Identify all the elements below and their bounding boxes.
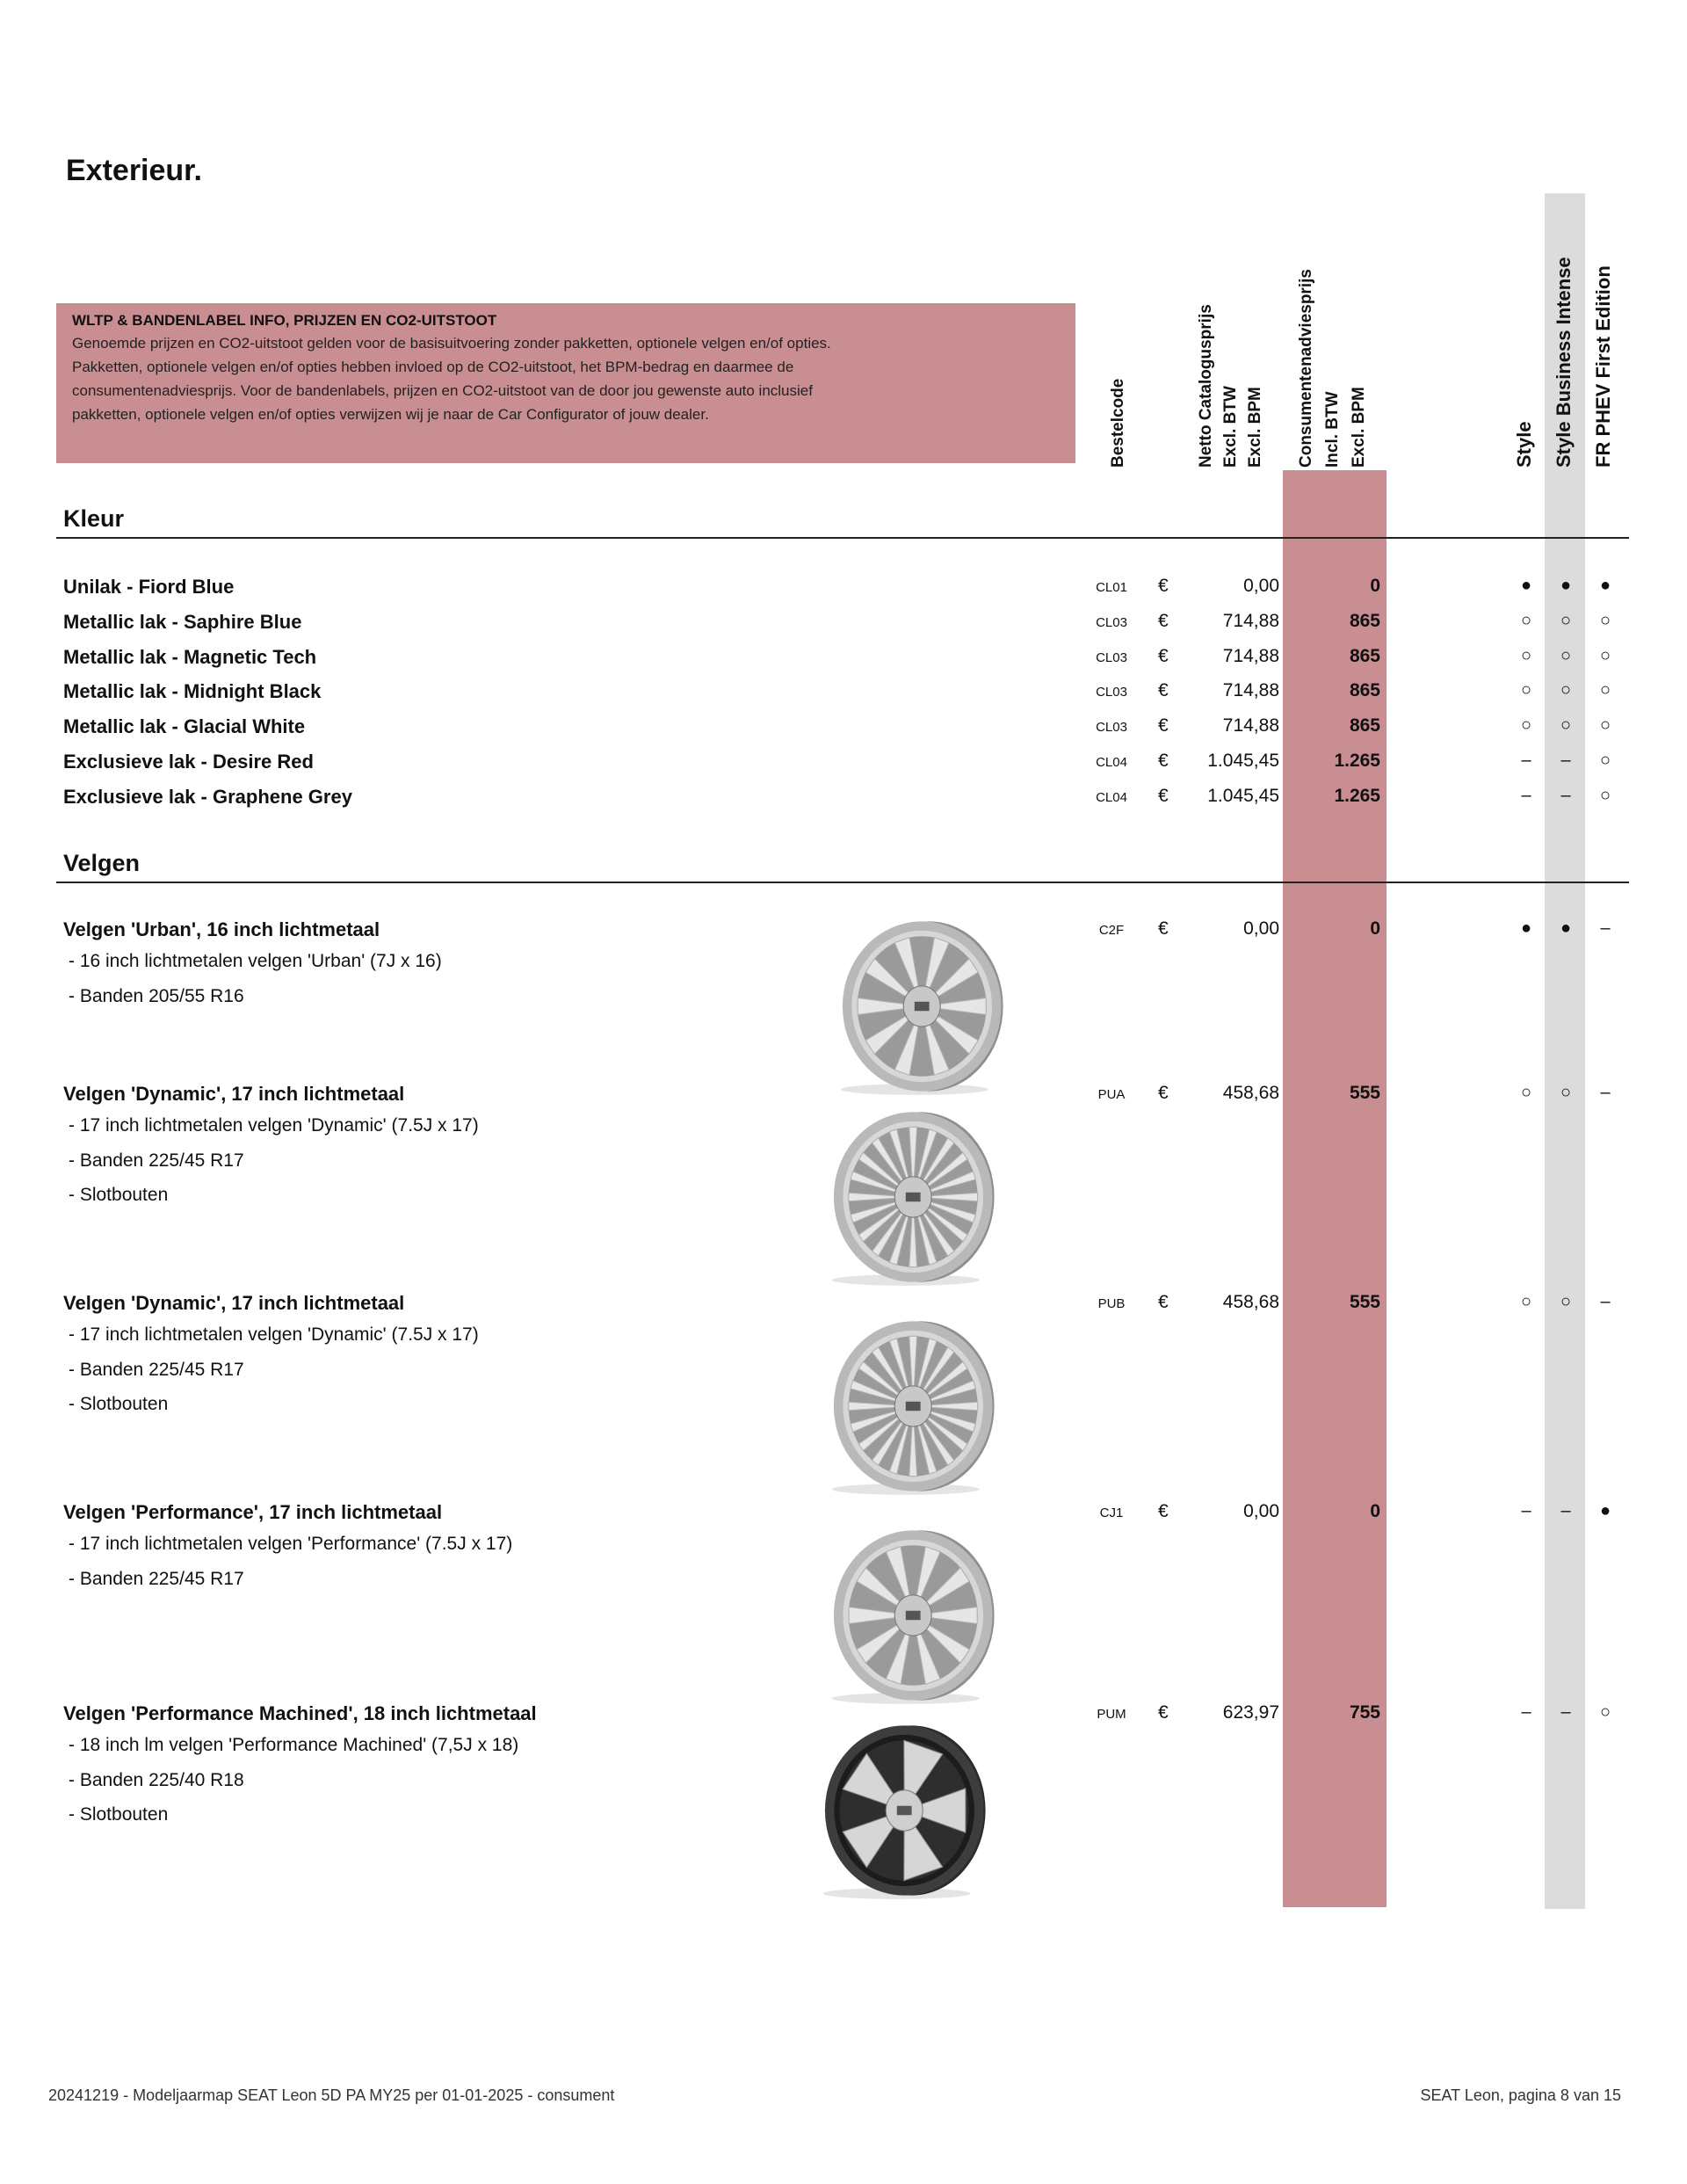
consumer-price: 555 [1349, 1292, 1380, 1312]
info-line: consumentenadviesprijs. Voor de bandenlabels, prijzen en CO2-uitstoot van de door jou gewenste auto inclusief [72, 382, 813, 399]
detail-text: Banden 225/40 R18 [79, 1769, 244, 1790]
consumer-price: 865 [1349, 611, 1380, 631]
bullet-dash: - [69, 1769, 80, 1790]
availability-style: – [1521, 1702, 1531, 1722]
availability-sbi: – [1560, 786, 1571, 805]
availability-sbi: ○ [1560, 611, 1572, 630]
col-header-netto-1: Netto Catalogusprijs [1197, 304, 1215, 468]
availability-fr: ● [1599, 1501, 1611, 1520]
availability-fr: ○ [1599, 646, 1611, 665]
netto-price: 1.045,45 [1207, 751, 1279, 771]
order-code: CJ1 [1099, 1506, 1124, 1520]
bullet-dash: - [69, 1394, 80, 1414]
color-option-name: Unilak - Fiord Blue [63, 576, 235, 598]
color-option-name: Metallic lak - Glacial White [63, 715, 306, 737]
bullet-dash: - [69, 1115, 80, 1136]
wheel-option-detail [69, 986, 244, 1007]
wheel-option-name: Velgen 'Urban', 16 inch lichtmetaal [63, 918, 380, 940]
availability-sbi: – [1560, 751, 1571, 770]
consumer-price: 555 [1349, 1083, 1380, 1103]
currency-symbol: € [1158, 1292, 1169, 1312]
order-code: PUB [1097, 1296, 1126, 1311]
availability-style: – [1521, 1501, 1531, 1520]
wheel-option-name: Velgen 'Dynamic', 17 inch lichtmetaal [63, 1083, 405, 1105]
netto-price: 623,97 [1222, 1702, 1279, 1723]
wheel-option-detail [69, 1185, 168, 1206]
info-text [72, 331, 1060, 426]
availability-style: ○ [1520, 646, 1532, 665]
section-heading-kleur: Kleur [63, 505, 125, 532]
availability-fr: – [1600, 918, 1611, 938]
wheel-option-detail [69, 1569, 244, 1590]
bullet-dash: - [69, 1534, 80, 1554]
order-code: CL04 [1096, 755, 1127, 770]
order-code: C2F [1098, 923, 1125, 938]
availability-sbi: ○ [1560, 646, 1572, 665]
bullet-dash: - [69, 1735, 80, 1755]
availability-fr: – [1600, 1292, 1611, 1311]
col-header-netto-3: Excl. BPM [1246, 387, 1264, 468]
consumer-price: 1.265 [1334, 751, 1380, 771]
currency-symbol: € [1158, 1083, 1169, 1103]
availability-fr: – [1600, 1083, 1611, 1102]
wheel-option-detail [69, 1804, 168, 1825]
availability-style: ○ [1520, 611, 1532, 630]
wheel-option-detail [69, 1324, 479, 1346]
bullet-dash: - [69, 985, 80, 1006]
consumer-price: 0 [1370, 1501, 1380, 1521]
consumer-price: 0 [1370, 918, 1380, 939]
col-header-fr-phev: FR PHEV First Edition [1592, 265, 1614, 468]
consumer-price: 865 [1349, 646, 1380, 666]
availability-sbi: – [1560, 1501, 1571, 1520]
wheel-image-urban [826, 914, 1010, 1099]
wheel-option-detail [69, 1360, 244, 1381]
detail-text: Slotbouten [79, 1185, 169, 1205]
bullet-dash: - [69, 951, 80, 971]
currency-symbol: € [1158, 918, 1169, 939]
detail-text: 16 inch lichtmetalen velgen 'Urban' (7J x 16) [79, 951, 442, 971]
availability-style: ○ [1520, 680, 1532, 700]
order-code: CL03 [1096, 720, 1127, 735]
footer-left: 20241219 - Modeljaarmap SEAT Leon 5D PA MY25 per 01-01-2025 - consument [48, 2086, 615, 2104]
availability-fr: ○ [1599, 715, 1611, 735]
consumer-price: 865 [1349, 680, 1380, 700]
currency-symbol: € [1158, 611, 1169, 631]
color-option-name: Metallic lak - Saphire Blue [63, 611, 302, 633]
bullet-dash: - [69, 1324, 80, 1345]
currency-symbol: € [1158, 646, 1169, 666]
wheel-option-detail [69, 1150, 244, 1172]
availability-style: ○ [1520, 715, 1532, 735]
order-code: CL03 [1096, 685, 1127, 700]
order-code: CL03 [1096, 615, 1127, 630]
currency-symbol: € [1158, 1501, 1169, 1521]
bullet-dash: - [69, 1150, 80, 1171]
color-option-name: Metallic lak - Magnetic Tech [63, 646, 317, 668]
availability-style: ○ [1520, 1083, 1532, 1102]
col-header-bestelcode: Bestelcode [1109, 378, 1127, 468]
wheel-image-machined [808, 1718, 993, 1903]
section-divider [56, 537, 1629, 539]
availability-sbi: ● [1560, 918, 1572, 938]
netto-price: 714,88 [1222, 611, 1279, 631]
availability-fr: ○ [1599, 611, 1611, 630]
currency-symbol: € [1158, 576, 1169, 596]
availability-style: – [1521, 751, 1531, 770]
info-box [56, 303, 1075, 463]
wheel-option-detail [69, 1115, 479, 1136]
availability-sbi: ○ [1560, 715, 1572, 735]
consumer-price: 755 [1349, 1702, 1380, 1723]
availability-sbi: – [1560, 1702, 1571, 1722]
wheel-image-performance [817, 1523, 1002, 1708]
col-header-cons-1: Consumentenadviesprijs [1297, 269, 1315, 468]
order-code: CL01 [1096, 580, 1127, 595]
currency-symbol: € [1158, 680, 1169, 700]
netto-price: 0,00 [1243, 1501, 1279, 1521]
info-line: pakketten, optionele velgen en/of opties verwijzen wij je naar de Car Configurator of jouw dealer. [72, 406, 709, 423]
availability-sbi: ○ [1560, 680, 1572, 700]
wheel-option-name: Velgen 'Performance Machined', 18 inch lichtmetaal [63, 1702, 537, 1724]
availability-sbi: ○ [1560, 1083, 1572, 1102]
bullet-dash: - [69, 1185, 80, 1205]
color-option-name: Metallic lak - Midnight Black [63, 680, 322, 702]
info-line: Pakketten, optionele velgen en/of opties hebben invloed op de CO2-uitstoot, het BPM-bedrag en daarmee de [72, 359, 794, 375]
availability-style: – [1521, 786, 1531, 805]
netto-price: 714,88 [1222, 680, 1279, 700]
detail-text: Banden 205/55 R16 [79, 985, 244, 1006]
order-code: PUA [1097, 1087, 1126, 1102]
bullet-dash: - [69, 1804, 80, 1825]
availability-style: ● [1520, 918, 1532, 938]
availability-fr: ● [1599, 576, 1611, 595]
consumer-price: 1.265 [1334, 786, 1380, 806]
availability-sbi: ○ [1560, 1292, 1572, 1311]
info-line: Genoemde prijzen en CO2-uitstoot gelden voor de basisuitvoering zonder pakketten, optionele velgen en/of opties. [72, 335, 831, 352]
currency-symbol: € [1158, 715, 1169, 736]
currency-symbol: € [1158, 751, 1169, 771]
netto-price: 0,00 [1243, 576, 1279, 596]
bullet-dash: - [69, 1359, 80, 1380]
col-header-netto-2: Excl. BTW [1221, 386, 1240, 468]
detail-text: 18 inch lm velgen 'Performance Machined' (7,5J x 18) [79, 1735, 519, 1755]
page-title: Exterieur. [66, 154, 202, 187]
bullet-dash: - [69, 1568, 80, 1589]
netto-price: 458,68 [1222, 1292, 1279, 1312]
availability-fr: ○ [1599, 786, 1611, 805]
detail-text: 17 inch lichtmetalen velgen 'Performance' (7.5J x 17) [79, 1534, 513, 1554]
wheel-option-detail [69, 1534, 512, 1555]
info-title: WLTP & BANDENLABEL INFO, PRIJZEN EN CO2-UITSTOOT [72, 312, 497, 329]
footer-right: SEAT Leon, pagina 8 van 15 [1420, 2086, 1621, 2104]
order-code: CL04 [1096, 790, 1127, 805]
availability-style: ○ [1520, 1292, 1532, 1311]
col-header-cons-3: Excl. BPM [1350, 387, 1368, 468]
wheel-option-detail [69, 1770, 244, 1791]
wheel-option-detail [69, 951, 442, 972]
detail-text: 17 inch lichtmetalen velgen 'Dynamic' (7.5J x 17) [79, 1115, 479, 1136]
col-header-style-business-intense: Style Business Intense [1553, 257, 1575, 468]
netto-price: 458,68 [1222, 1083, 1279, 1103]
availability-style: ● [1520, 576, 1532, 595]
currency-symbol: € [1158, 786, 1169, 806]
wheel-image-dynamic [817, 1314, 1002, 1498]
wheel-option-name: Velgen 'Performance', 17 inch lichtmetaal [63, 1501, 443, 1523]
section-divider [56, 882, 1629, 883]
availability-fr: ○ [1599, 680, 1611, 700]
netto-price: 0,00 [1243, 918, 1279, 939]
wheel-image-dynamic [817, 1105, 1002, 1289]
detail-text: Slotbouten [79, 1394, 169, 1414]
netto-price: 714,88 [1222, 715, 1279, 736]
netto-price: 1.045,45 [1207, 786, 1279, 806]
section-heading-velgen: Velgen [63, 850, 141, 876]
netto-price: 714,88 [1222, 646, 1279, 666]
detail-text: Banden 225/45 R17 [79, 1150, 244, 1171]
order-code: CL03 [1096, 650, 1127, 665]
order-code: PUM [1097, 1707, 1126, 1722]
color-option-name: Exclusieve lak - Desire Red [63, 751, 314, 773]
col-header-cons-2: Incl. BTW [1323, 391, 1342, 468]
detail-text: Banden 225/45 R17 [79, 1568, 244, 1589]
consumer-price: 865 [1349, 715, 1380, 736]
col-header-style: Style [1513, 421, 1535, 468]
currency-symbol: € [1158, 1702, 1169, 1723]
detail-text: Banden 225/45 R17 [79, 1359, 244, 1380]
detail-text: Slotbouten [79, 1804, 169, 1825]
consumer-price: 0 [1370, 576, 1380, 596]
color-option-name: Exclusieve lak - Graphene Grey [63, 786, 352, 808]
wheel-option-name: Velgen 'Dynamic', 17 inch lichtmetaal [63, 1292, 405, 1314]
wheel-option-detail [69, 1394, 168, 1415]
availability-fr: ○ [1599, 1702, 1611, 1722]
availability-fr: ○ [1599, 751, 1611, 770]
detail-text: 17 inch lichtmetalen velgen 'Dynamic' (7.5J x 17) [79, 1324, 479, 1345]
wheel-option-detail [69, 1735, 518, 1756]
availability-sbi: ● [1560, 576, 1572, 595]
